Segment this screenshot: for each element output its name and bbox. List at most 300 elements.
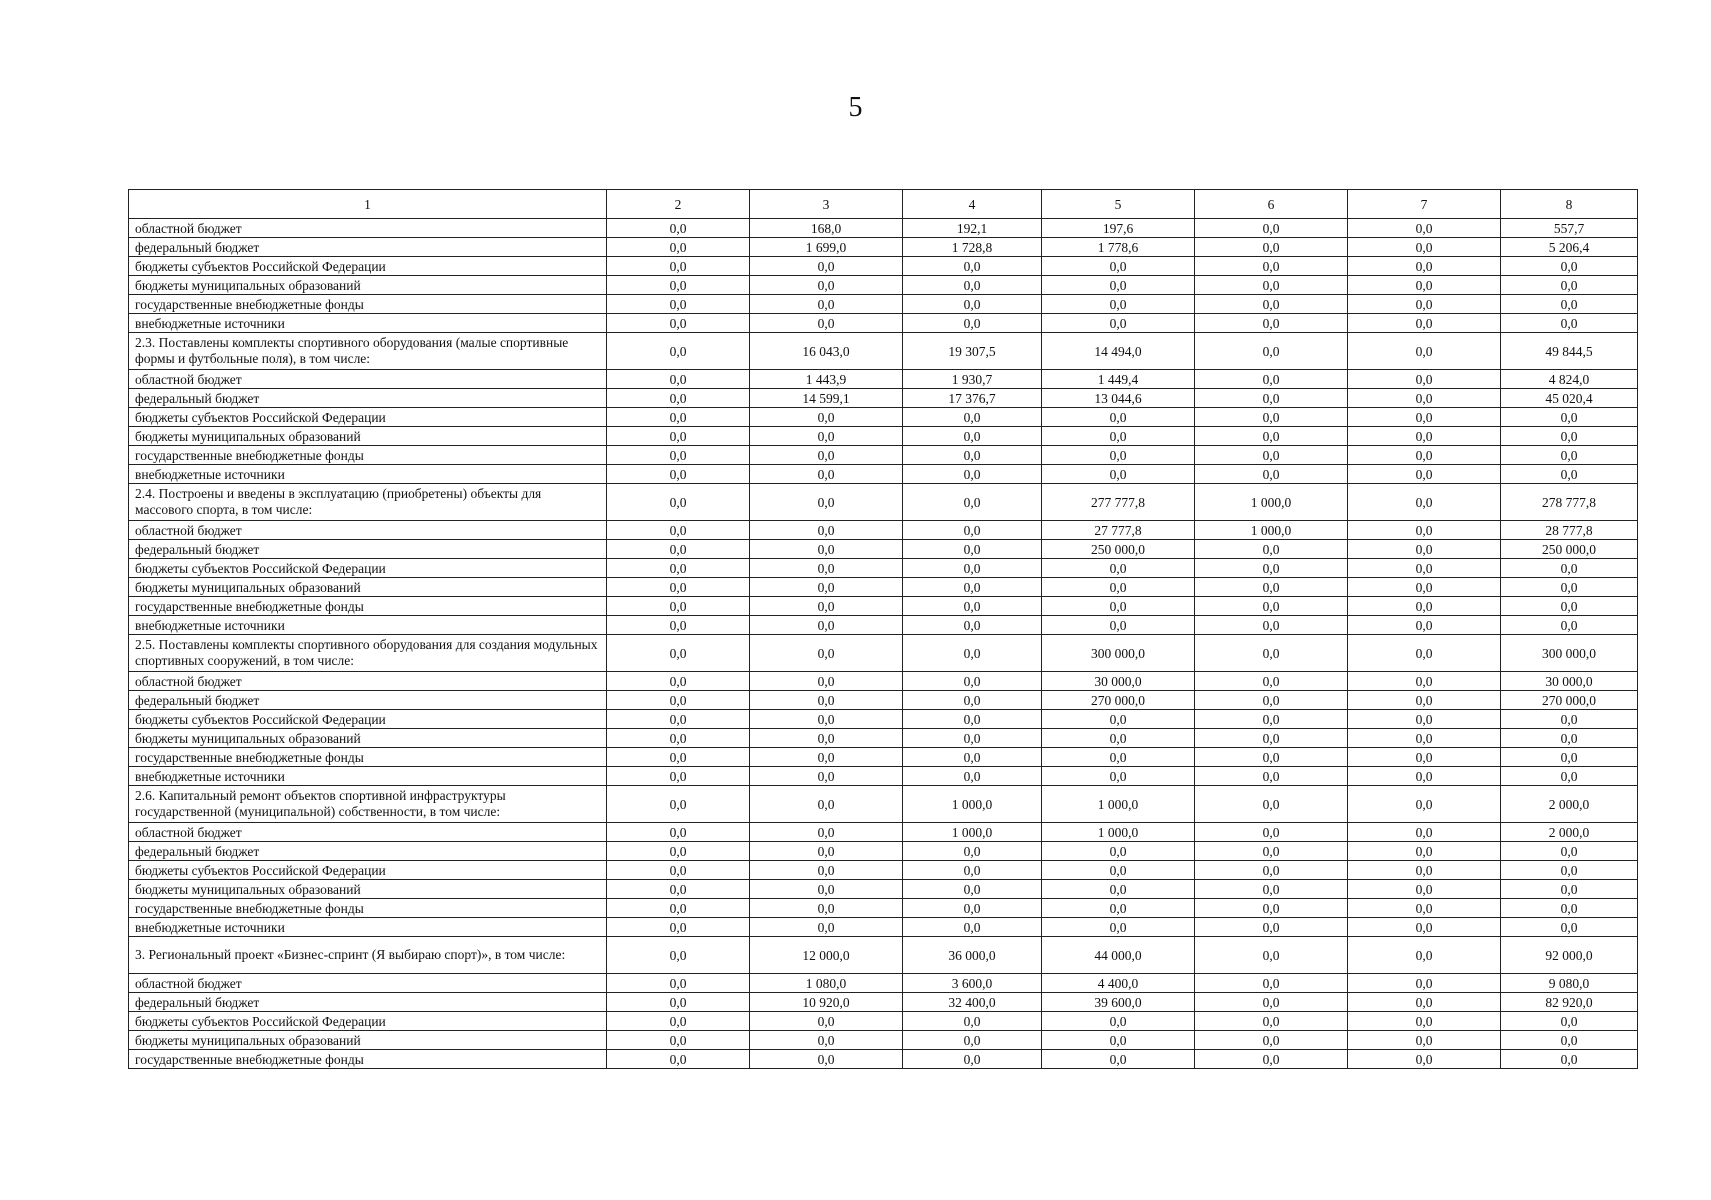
value-cell: 14 599,1	[750, 389, 903, 408]
value-cell: 0,0	[750, 465, 903, 484]
table-row	[129, 974, 1638, 993]
value-cell: 0,0	[1195, 408, 1348, 427]
value-cell: 0,0	[750, 521, 903, 540]
table-row	[129, 521, 1638, 540]
table-row	[129, 616, 1638, 635]
value-cell: 0,0	[750, 484, 903, 521]
value-cell: 0,0	[1501, 880, 1638, 899]
value-cell: 0,0	[1348, 427, 1501, 446]
value-cell: 0,0	[1195, 729, 1348, 748]
table-row	[129, 257, 1638, 276]
value-cell: 0,0	[1501, 1031, 1638, 1050]
value-cell: 0,0	[1195, 842, 1348, 861]
value-cell: 0,0	[1348, 767, 1501, 786]
value-cell: 30 000,0	[1042, 672, 1195, 691]
value-cell: 0,0	[1348, 937, 1501, 974]
value-cell: 2 000,0	[1501, 786, 1638, 823]
value-cell: 0,0	[1348, 238, 1501, 257]
value-cell: 0,0	[750, 257, 903, 276]
row-label-cell: бюджеты субъектов Российской Федерации	[129, 710, 607, 729]
value-cell: 0,0	[1195, 276, 1348, 295]
column-header: 5	[1042, 190, 1195, 219]
value-cell: 0,0	[607, 729, 750, 748]
value-cell: 1 000,0	[1042, 823, 1195, 842]
value-cell: 0,0	[1195, 446, 1348, 465]
table-row	[129, 465, 1638, 484]
row-label-cell: 2.6. Капитальный ремонт объектов спортивной инфраструктуры государственной (муниципальной) собственности, в том числе:	[129, 786, 607, 823]
value-cell: 0,0	[750, 729, 903, 748]
table-row	[129, 370, 1638, 389]
row-label-cell: федеральный бюджет	[129, 691, 607, 710]
value-cell: 0,0	[1195, 314, 1348, 333]
value-cell: 0,0	[1042, 861, 1195, 880]
row-label-cell: федеральный бюджет	[129, 842, 607, 861]
row-label-cell: бюджеты муниципальных образований	[129, 1031, 607, 1050]
value-cell: 0,0	[903, 465, 1042, 484]
row-label-cell: государственные внебюджетные фонды	[129, 295, 607, 314]
value-cell: 0,0	[1042, 1031, 1195, 1050]
row-label-cell: областной бюджет	[129, 219, 607, 238]
value-cell: 0,0	[607, 767, 750, 786]
column-header: 4	[903, 190, 1042, 219]
value-cell: 0,0	[1042, 465, 1195, 484]
value-cell: 0,0	[1501, 1050, 1638, 1069]
value-cell: 0,0	[750, 1012, 903, 1031]
table-row	[129, 993, 1638, 1012]
row-label-cell: областной бюджет	[129, 823, 607, 842]
value-cell: 0,0	[1348, 257, 1501, 276]
value-cell: 0,0	[607, 899, 750, 918]
value-cell: 0,0	[1348, 993, 1501, 1012]
value-cell: 0,0	[1195, 786, 1348, 823]
value-cell: 0,0	[750, 842, 903, 861]
value-cell: 0,0	[1501, 710, 1638, 729]
value-cell: 1 000,0	[1195, 521, 1348, 540]
value-cell: 0,0	[903, 446, 1042, 465]
row-label-cell: федеральный бюджет	[129, 389, 607, 408]
value-cell: 0,0	[607, 540, 750, 559]
value-cell: 0,0	[607, 370, 750, 389]
budget-table	[128, 189, 1638, 1069]
value-cell: 0,0	[750, 616, 903, 635]
value-cell: 0,0	[1348, 1031, 1501, 1050]
value-cell: 0,0	[903, 578, 1042, 597]
value-cell: 0,0	[1042, 616, 1195, 635]
value-cell: 0,0	[1195, 578, 1348, 597]
value-cell: 0,0	[607, 710, 750, 729]
value-cell: 10 920,0	[750, 993, 903, 1012]
value-cell: 0,0	[903, 710, 1042, 729]
table-row	[129, 408, 1638, 427]
value-cell: 0,0	[903, 672, 1042, 691]
row-label-cell: государственные внебюджетные фонды	[129, 446, 607, 465]
value-cell: 0,0	[607, 427, 750, 446]
row-label-cell: бюджеты субъектов Российской Федерации	[129, 1012, 607, 1031]
row-label-cell: бюджеты субъектов Российской Федерации	[129, 861, 607, 880]
value-cell: 0,0	[1348, 597, 1501, 616]
section-row	[129, 635, 1638, 672]
value-cell: 0,0	[903, 1012, 1042, 1031]
value-cell: 0,0	[750, 861, 903, 880]
value-cell: 0,0	[903, 540, 1042, 559]
value-cell: 250 000,0	[1501, 540, 1638, 559]
value-cell: 168,0	[750, 219, 903, 238]
table-row	[129, 540, 1638, 559]
value-cell: 0,0	[1501, 729, 1638, 748]
value-cell: 1 000,0	[903, 823, 1042, 842]
column-header: 6	[1195, 190, 1348, 219]
section-row	[129, 786, 1638, 823]
value-cell: 0,0	[607, 823, 750, 842]
value-cell: 0,0	[750, 1031, 903, 1050]
value-cell: 4 824,0	[1501, 370, 1638, 389]
value-cell: 0,0	[1348, 974, 1501, 993]
value-cell: 557,7	[1501, 219, 1638, 238]
value-cell: 0,0	[1195, 748, 1348, 767]
value-cell: 0,0	[903, 748, 1042, 767]
table-row	[129, 691, 1638, 710]
page-number: 5	[848, 92, 863, 123]
table-row	[129, 748, 1638, 767]
row-label-cell: 2.4. Построены и введены в эксплуатацию (приобретены) объекты для массового спорта, в том числе:	[129, 484, 607, 521]
value-cell: 0,0	[1348, 408, 1501, 427]
row-label-cell: бюджеты муниципальных образований	[129, 276, 607, 295]
value-cell: 0,0	[1042, 748, 1195, 767]
value-cell: 277 777,8	[1042, 484, 1195, 521]
value-cell: 0,0	[1348, 446, 1501, 465]
value-cell: 0,0	[1042, 1012, 1195, 1031]
value-cell: 0,0	[1195, 427, 1348, 446]
row-label-cell: бюджеты муниципальных образований	[129, 578, 607, 597]
row-label-cell: 3. Региональный проект «Бизнес-спринт (Я выбираю спорт)», в том числе:	[129, 937, 607, 974]
table-row	[129, 276, 1638, 295]
value-cell: 197,6	[1042, 219, 1195, 238]
column-header: 3	[750, 190, 903, 219]
value-cell: 0,0	[1348, 521, 1501, 540]
value-cell: 0,0	[1042, 314, 1195, 333]
value-cell: 0,0	[1348, 842, 1501, 861]
value-cell: 0,0	[1195, 1031, 1348, 1050]
value-cell: 0,0	[1042, 729, 1195, 748]
value-cell: 0,0	[1348, 370, 1501, 389]
table-row	[129, 219, 1638, 238]
table-row	[129, 880, 1638, 899]
value-cell: 0,0	[607, 257, 750, 276]
value-cell: 0,0	[1042, 446, 1195, 465]
row-label-cell: бюджеты субъектов Российской Федерации	[129, 408, 607, 427]
value-cell: 0,0	[1195, 295, 1348, 314]
value-cell: 0,0	[607, 333, 750, 370]
value-cell: 0,0	[1195, 937, 1348, 974]
value-cell: 0,0	[1042, 880, 1195, 899]
value-cell: 0,0	[1501, 446, 1638, 465]
value-cell: 44 000,0	[1042, 937, 1195, 974]
value-cell: 0,0	[1195, 1050, 1348, 1069]
value-cell: 0,0	[903, 729, 1042, 748]
value-cell: 49 844,5	[1501, 333, 1638, 370]
value-cell: 0,0	[1501, 748, 1638, 767]
value-cell: 0,0	[750, 710, 903, 729]
value-cell: 0,0	[1348, 295, 1501, 314]
value-cell: 0,0	[1501, 918, 1638, 937]
value-cell: 0,0	[750, 1050, 903, 1069]
value-cell: 0,0	[903, 295, 1042, 314]
value-cell: 0,0	[1042, 427, 1195, 446]
value-cell: 0,0	[1195, 597, 1348, 616]
value-cell: 300 000,0	[1501, 635, 1638, 672]
value-cell: 0,0	[1501, 465, 1638, 484]
value-cell: 2 000,0	[1501, 823, 1638, 842]
value-cell: 0,0	[1042, 559, 1195, 578]
value-cell: 0,0	[607, 880, 750, 899]
value-cell: 82 920,0	[1501, 993, 1638, 1012]
table-row	[129, 861, 1638, 880]
value-cell: 0,0	[607, 559, 750, 578]
value-cell: 0,0	[1195, 672, 1348, 691]
value-cell: 0,0	[1501, 1012, 1638, 1031]
value-cell: 0,0	[1348, 635, 1501, 672]
table-row	[129, 446, 1638, 465]
value-cell: 0,0	[1348, 880, 1501, 899]
value-cell: 0,0	[750, 295, 903, 314]
value-cell: 13 044,6	[1042, 389, 1195, 408]
value-cell: 0,0	[1195, 710, 1348, 729]
table-row	[129, 899, 1638, 918]
value-cell: 0,0	[607, 408, 750, 427]
value-cell: 16 043,0	[750, 333, 903, 370]
value-cell: 0,0	[1501, 427, 1638, 446]
table-body	[129, 219, 1638, 1069]
value-cell: 0,0	[903, 521, 1042, 540]
value-cell: 0,0	[1501, 559, 1638, 578]
row-label-cell: бюджеты субъектов Российской Федерации	[129, 257, 607, 276]
table-row	[129, 314, 1638, 333]
value-cell: 0,0	[750, 276, 903, 295]
value-cell: 0,0	[1042, 257, 1195, 276]
value-cell: 0,0	[750, 918, 903, 937]
value-cell: 0,0	[903, 314, 1042, 333]
value-cell: 0,0	[1348, 314, 1501, 333]
row-label-cell: государственные внебюджетные фонды	[129, 748, 607, 767]
value-cell: 0,0	[607, 465, 750, 484]
table-row	[129, 427, 1638, 446]
table-row	[129, 295, 1638, 314]
value-cell: 0,0	[903, 918, 1042, 937]
value-cell: 0,0	[1195, 974, 1348, 993]
table-row	[129, 1012, 1638, 1031]
value-cell: 1 000,0	[903, 786, 1042, 823]
value-cell: 0,0	[607, 597, 750, 616]
row-label-cell: внебюджетные источники	[129, 465, 607, 484]
value-cell: 0,0	[1501, 257, 1638, 276]
value-cell: 0,0	[750, 408, 903, 427]
value-cell: 0,0	[1042, 767, 1195, 786]
value-cell: 0,0	[1195, 1012, 1348, 1031]
value-cell: 0,0	[607, 974, 750, 993]
table-row	[129, 842, 1638, 861]
row-label-cell: государственные внебюджетные фонды	[129, 899, 607, 918]
value-cell: 0,0	[1348, 389, 1501, 408]
value-cell: 0,0	[750, 635, 903, 672]
row-label-cell: государственные внебюджетные фонды	[129, 1050, 607, 1069]
row-label-cell: бюджеты муниципальных образований	[129, 880, 607, 899]
value-cell: 0,0	[750, 899, 903, 918]
row-label-cell: внебюджетные источники	[129, 616, 607, 635]
value-cell: 17 376,7	[903, 389, 1042, 408]
value-cell: 0,0	[903, 767, 1042, 786]
table-row	[129, 918, 1638, 937]
value-cell: 0,0	[1348, 899, 1501, 918]
column-header: 2	[607, 190, 750, 219]
value-cell: 0,0	[1348, 540, 1501, 559]
value-cell: 0,0	[1348, 786, 1501, 823]
value-cell: 0,0	[1042, 842, 1195, 861]
value-cell: 0,0	[1501, 899, 1638, 918]
row-label-cell: государственные внебюджетные фонды	[129, 597, 607, 616]
value-cell: 0,0	[1348, 559, 1501, 578]
value-cell: 0,0	[903, 559, 1042, 578]
value-cell: 0,0	[1501, 314, 1638, 333]
value-cell: 0,0	[1348, 748, 1501, 767]
value-cell: 39 600,0	[1042, 993, 1195, 1012]
row-label-cell: 2.3. Поставлены комплекты спортивного оборудования (малые спортивные формы и футбольные поля), в том числе:	[129, 333, 607, 370]
value-cell: 0,0	[1501, 295, 1638, 314]
value-cell: 0,0	[1195, 370, 1348, 389]
column-header: 8	[1501, 190, 1638, 219]
value-cell: 0,0	[903, 880, 1042, 899]
value-cell: 0,0	[1042, 918, 1195, 937]
value-cell: 1 449,4	[1042, 370, 1195, 389]
value-cell: 27 777,8	[1042, 521, 1195, 540]
value-cell: 1 930,7	[903, 370, 1042, 389]
value-cell: 1 000,0	[1042, 786, 1195, 823]
value-cell: 0,0	[1348, 465, 1501, 484]
column-header: 7	[1348, 190, 1501, 219]
value-cell: 0,0	[750, 540, 903, 559]
value-cell: 270 000,0	[1501, 691, 1638, 710]
value-cell: 0,0	[607, 993, 750, 1012]
value-cell: 270 000,0	[1042, 691, 1195, 710]
table-row	[129, 710, 1638, 729]
value-cell: 0,0	[1042, 710, 1195, 729]
value-cell: 0,0	[607, 578, 750, 597]
value-cell: 0,0	[1195, 559, 1348, 578]
value-cell: 3 600,0	[903, 974, 1042, 993]
value-cell: 0,0	[1195, 918, 1348, 937]
row-label-cell: областной бюджет	[129, 974, 607, 993]
value-cell: 0,0	[750, 823, 903, 842]
value-cell: 4 400,0	[1042, 974, 1195, 993]
value-cell: 0,0	[1501, 408, 1638, 427]
section-row	[129, 937, 1638, 974]
value-cell: 0,0	[1042, 276, 1195, 295]
value-cell: 0,0	[1348, 672, 1501, 691]
value-cell: 0,0	[607, 918, 750, 937]
value-cell: 0,0	[1195, 219, 1348, 238]
table-row	[129, 559, 1638, 578]
value-cell: 0,0	[1195, 899, 1348, 918]
value-cell: 28 777,8	[1501, 521, 1638, 540]
value-cell: 0,0	[607, 276, 750, 295]
value-cell: 1 000,0	[1195, 484, 1348, 521]
value-cell: 0,0	[903, 484, 1042, 521]
value-cell: 12 000,0	[750, 937, 903, 974]
value-cell: 0,0	[607, 786, 750, 823]
value-cell: 1 443,9	[750, 370, 903, 389]
value-cell: 0,0	[607, 1050, 750, 1069]
value-cell: 0,0	[1348, 861, 1501, 880]
value-cell: 0,0	[1195, 257, 1348, 276]
value-cell: 92 000,0	[1501, 937, 1638, 974]
value-cell: 0,0	[607, 238, 750, 257]
value-cell: 19 307,5	[903, 333, 1042, 370]
value-cell: 0,0	[607, 937, 750, 974]
value-cell: 0,0	[750, 880, 903, 899]
row-label-cell: областной бюджет	[129, 370, 607, 389]
value-cell: 32 400,0	[903, 993, 1042, 1012]
value-cell: 0,0	[1501, 861, 1638, 880]
section-row	[129, 484, 1638, 521]
value-cell: 0,0	[1042, 578, 1195, 597]
value-cell: 0,0	[1348, 823, 1501, 842]
value-cell: 0,0	[750, 427, 903, 446]
value-cell: 0,0	[1348, 219, 1501, 238]
value-cell: 0,0	[1195, 861, 1348, 880]
value-cell: 0,0	[1195, 616, 1348, 635]
value-cell: 0,0	[750, 786, 903, 823]
value-cell: 0,0	[1501, 616, 1638, 635]
table-row	[129, 672, 1638, 691]
value-cell: 30 000,0	[1501, 672, 1638, 691]
table-row	[129, 578, 1638, 597]
value-cell: 0,0	[1501, 767, 1638, 786]
value-cell: 0,0	[607, 635, 750, 672]
section-row	[129, 333, 1638, 370]
value-cell: 45 020,4	[1501, 389, 1638, 408]
value-cell: 0,0	[607, 484, 750, 521]
row-label-cell: бюджеты муниципальных образований	[129, 729, 607, 748]
value-cell: 0,0	[750, 672, 903, 691]
row-label-cell: федеральный бюджет	[129, 993, 607, 1012]
value-cell: 0,0	[1042, 1050, 1195, 1069]
value-cell: 0,0	[607, 314, 750, 333]
value-cell: 0,0	[750, 559, 903, 578]
table-row	[129, 597, 1638, 616]
row-label-cell: бюджеты муниципальных образований	[129, 427, 607, 446]
value-cell: 0,0	[750, 578, 903, 597]
value-cell: 0,0	[903, 408, 1042, 427]
value-cell: 0,0	[1348, 918, 1501, 937]
table-row	[129, 238, 1638, 257]
value-cell: 0,0	[750, 597, 903, 616]
value-cell: 0,0	[903, 691, 1042, 710]
table-row	[129, 729, 1638, 748]
row-label-cell: областной бюджет	[129, 521, 607, 540]
value-cell: 278 777,8	[1501, 484, 1638, 521]
value-cell: 1 728,8	[903, 238, 1042, 257]
value-cell: 0,0	[1348, 691, 1501, 710]
value-cell: 0,0	[1348, 1050, 1501, 1069]
value-cell: 0,0	[607, 446, 750, 465]
value-cell: 0,0	[903, 1050, 1042, 1069]
value-cell: 0,0	[1348, 333, 1501, 370]
table-row	[129, 767, 1638, 786]
value-cell: 36 000,0	[903, 937, 1042, 974]
value-cell: 0,0	[903, 257, 1042, 276]
value-cell: 0,0	[607, 748, 750, 767]
value-cell: 0,0	[1042, 295, 1195, 314]
value-cell: 0,0	[1195, 238, 1348, 257]
